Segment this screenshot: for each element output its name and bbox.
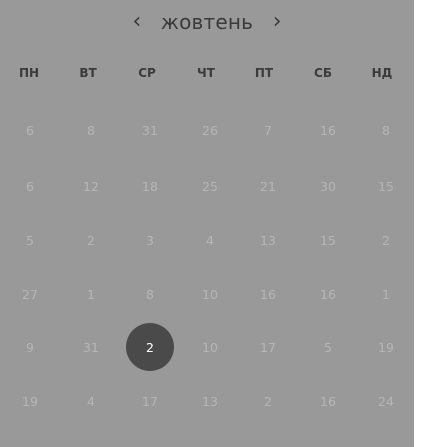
calendar-day[interactable]: 8 <box>87 122 95 138</box>
calendar-day[interactable]: 24 <box>378 393 394 409</box>
calendar-day[interactable]: 4 <box>87 393 95 409</box>
calendar-day[interactable]: 17 <box>260 339 276 355</box>
calendar-day[interactable]: 1 <box>87 286 95 302</box>
calendar-day[interactable]: 8 <box>146 286 154 302</box>
weekday-sun: НД <box>371 66 393 80</box>
month-title: жовтень <box>160 10 254 34</box>
calendar-day[interactable]: 12 <box>83 178 99 194</box>
calendar-day[interactable]: 17 <box>142 393 158 409</box>
weekday-sat: СБ <box>314 66 332 80</box>
calendar-day[interactable]: 13 <box>260 232 276 248</box>
calendar-day[interactable]: 25 <box>202 178 218 194</box>
calendar-day[interactable]: 19 <box>22 393 38 409</box>
calendar-day[interactable]: 19 <box>378 339 394 355</box>
calendar-day[interactable]: 27 <box>22 286 38 302</box>
calendar-day[interactable]: 2 <box>264 393 272 409</box>
calendar-day[interactable]: 2 <box>382 232 390 248</box>
calendar-day[interactable]: 26 <box>202 122 218 138</box>
calendar-day[interactable]: 9 <box>26 339 34 355</box>
weekday-wed: СР <box>138 66 156 80</box>
weekday-mon: ПН <box>18 66 40 80</box>
calendar-day[interactable]: 13 <box>202 393 218 409</box>
calendar-day-selected[interactable]: 2 <box>126 323 174 371</box>
calendar-day[interactable]: 3 <box>146 232 154 248</box>
calendar-day[interactable]: 16 <box>320 393 336 409</box>
calendar-day[interactable]: 21 <box>260 178 276 194</box>
calendar-day[interactable]: 16 <box>320 286 336 302</box>
calendar-day[interactable]: 6 <box>26 178 34 194</box>
prev-month-icon[interactable]: ‹ <box>132 9 142 34</box>
calendar-day[interactable]: 10 <box>202 339 218 355</box>
calendar-day[interactable]: 4 <box>206 232 214 248</box>
weekday-fri: ПТ <box>254 66 274 80</box>
calendar-day[interactable]: 31 <box>83 339 99 355</box>
calendar-day[interactable]: 15 <box>378 178 394 194</box>
calendar-day[interactable]: 5 <box>324 339 332 355</box>
calendar-day[interactable]: 7 <box>264 122 272 138</box>
calendar-day[interactable]: 16 <box>260 286 276 302</box>
next-month-icon[interactable]: › <box>272 9 282 34</box>
calendar-day[interactable]: 10 <box>202 286 218 302</box>
calendar-day[interactable]: 31 <box>142 122 158 138</box>
calendar-day[interactable]: 2 <box>87 232 95 248</box>
calendar-day[interactable]: 5 <box>26 232 34 248</box>
calendar-day[interactable]: 15 <box>320 232 336 248</box>
calendar-day[interactable]: 16 <box>320 122 336 138</box>
calendar-day[interactable]: 1 <box>382 286 390 302</box>
calendar-day[interactable]: 6 <box>26 122 34 138</box>
calendar-day[interactable]: 30 <box>320 178 336 194</box>
calendar-day[interactable]: 8 <box>382 122 390 138</box>
calendar-day[interactable]: 18 <box>142 178 158 194</box>
weekday-thu: ЧТ <box>197 66 215 80</box>
weekday-tue: ВТ <box>79 66 97 80</box>
